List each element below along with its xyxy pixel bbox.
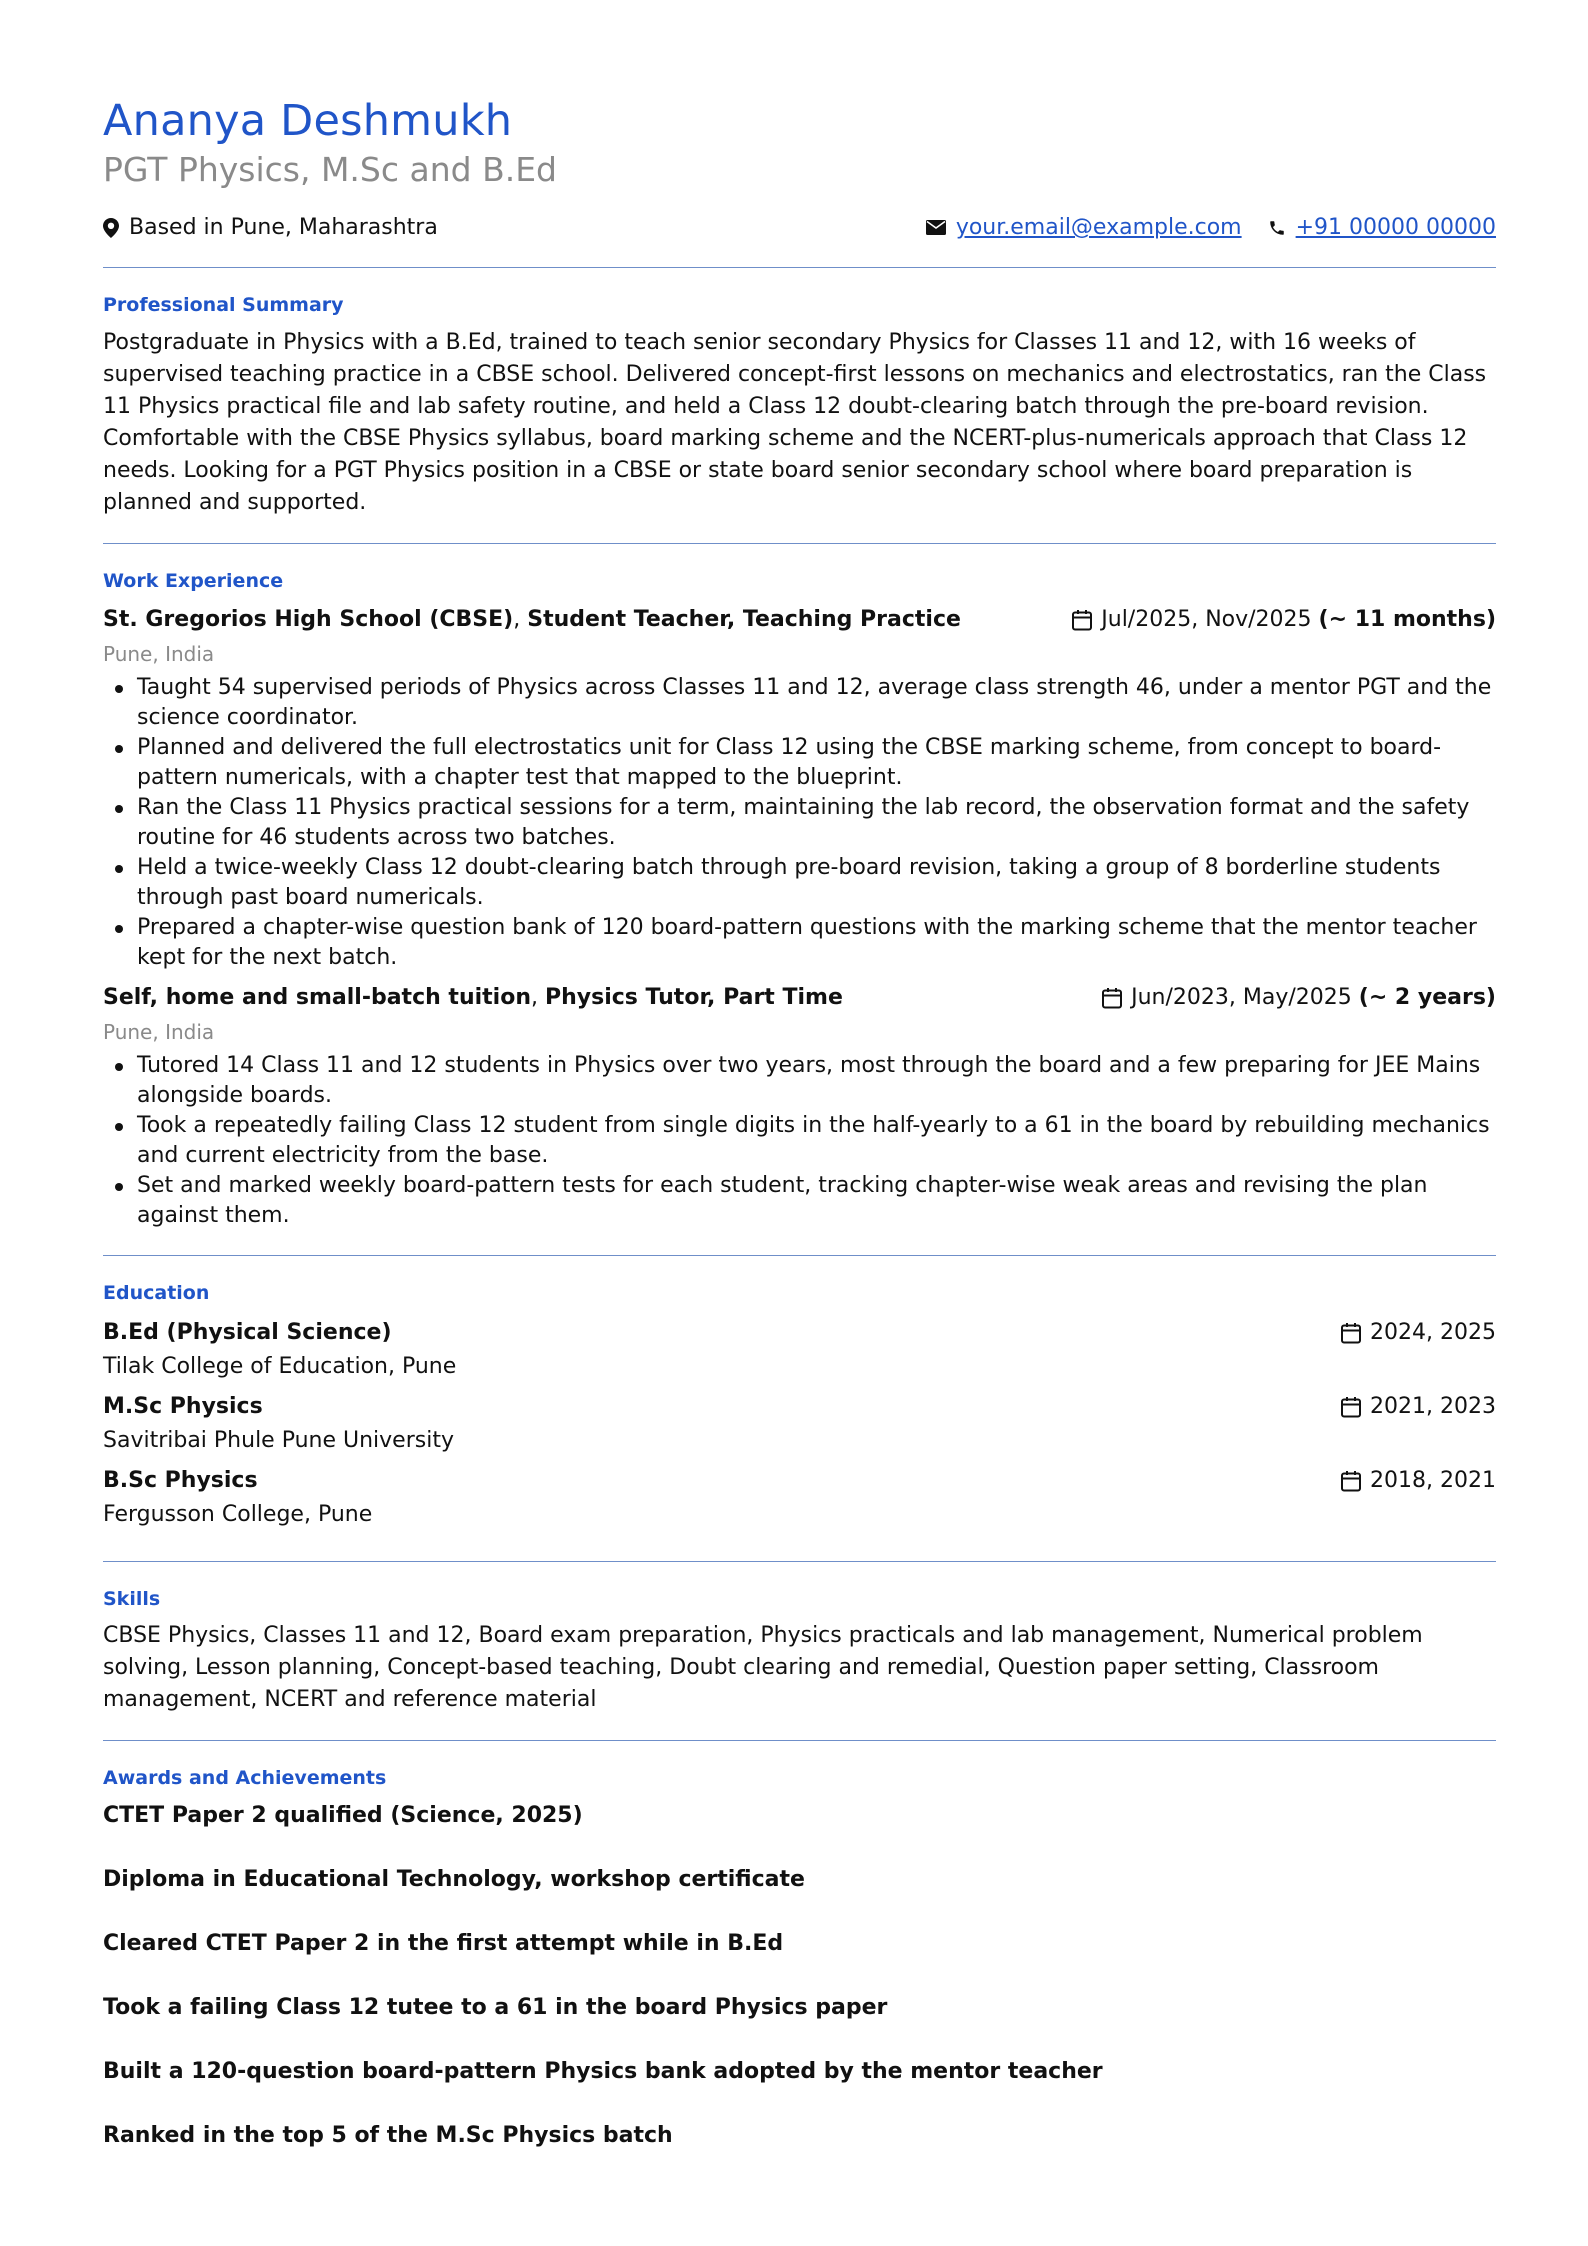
award-item: CTET Paper 2 qualified (Science, 2025) <box>103 1803 583 1829</box>
job-duration: (~ 11 months) <box>1318 606 1496 632</box>
section-heading: Skills <box>103 1587 161 1610</box>
job-title-line <box>103 603 961 637</box>
job-date-range: Jun/2023, May/2025 <box>1131 984 1352 1010</box>
awards-section <box>103 1741 1496 2208</box>
list-item: Took a repeatedly failing Class 12 student from single digits in the half-yearly to a 61 in the board by rebuilding mechanics and current electricity from the base. <box>103 1111 1496 1171</box>
calendar-icon <box>1340 1322 1362 1344</box>
calendar-icon <box>1340 1470 1362 1492</box>
edu-degree: B.Sc Physics <box>103 1467 258 1493</box>
location-text: Based in Pune, Maharashtra <box>129 215 438 241</box>
experience-section <box>103 544 1496 1255</box>
edu-dates <box>1340 1389 1496 1425</box>
edu-date-text: 2024, 2025 <box>1370 1319 1496 1345</box>
job-location: Pune, India <box>103 641 215 666</box>
calendar-icon <box>1071 609 1093 631</box>
job-bullets <box>103 673 1496 973</box>
job-role: Student Teacher, Teaching Practice <box>527 606 961 632</box>
edu-dates <box>1340 1463 1496 1499</box>
education-entry <box>103 1389 1496 1457</box>
list-item: Taught 54 supervised periods of Physics across Classes 11 and 12, average class strength 46, under a mentor PGT and the science coordinator. <box>103 673 1496 733</box>
email-item[interactable] <box>926 215 1242 240</box>
list-item: Ran the Class 11 Physics practical sessions for a term, maintaining the lab record, the observation format and the safety routine for 46 students across two batches. <box>103 793 1496 853</box>
summary-text: Postgraduate in Physics with a B.Ed, trained to teach senior secondary Physics for Classes 11 and 12, with 16 weeks of supervised teaching practice in a CBSE school. Delivered concept-first lessons on mechanics and electrostatics, ran the Class 11 Physics practical file and lab safety routine, and held a Class 12 doubt-clearing batch through the pre-board revision. Comfortable with the CBSE Physics syllabus, board marking scheme and the NCERT-plus-numericals approach that Class 12 needs. Looking for a PGT Physics position in a CBSE or state board senior secondary school where board preparation is planned and supported. <box>103 329 1487 515</box>
education-entry <box>103 1315 1496 1383</box>
edu-degree: M.Sc Physics <box>103 1393 263 1419</box>
list-item: Held a twice-weekly Class 12 doubt-clearing batch through pre-board revision, taking a group of 8 borderline students through past board numericals. <box>103 853 1496 913</box>
calendar-icon <box>1101 987 1123 1009</box>
section-heading: Work Experience <box>103 569 284 592</box>
map-pin-icon <box>103 218 119 238</box>
award-item: Ranked in the top 5 of the M.Sc Physics batch <box>103 2123 673 2149</box>
edu-school: Tilak College of Education, Pune <box>103 1353 457 1379</box>
section-heading: Education <box>103 1281 210 1304</box>
job-dates <box>1101 981 1496 1015</box>
education-entry <box>103 1463 1496 1531</box>
job-bullets <box>103 1051 1496 1231</box>
phone-item[interactable] <box>1268 215 1496 240</box>
edu-date-text: 2021, 2023 <box>1370 1393 1496 1419</box>
resume-page <box>103 96 1496 2208</box>
edu-date-text: 2018, 2021 <box>1370 1467 1496 1493</box>
skills-section <box>103 1562 1496 1741</box>
edu-degree: B.Ed (Physical Science) <box>103 1319 392 1345</box>
job-role: Physics Tutor, Part Time <box>545 984 843 1010</box>
job-dates <box>1071 603 1496 637</box>
education-section <box>103 1256 1496 1561</box>
job-title-line <box>103 981 843 1015</box>
phone-icon <box>1268 219 1286 237</box>
award-item: Took a failing Class 12 tutee to a 61 in the board Physics paper <box>103 1995 888 2021</box>
job-entry <box>103 981 1496 1231</box>
list-item: Tutored 14 Class 11 and 12 students in Physics over two years, most through the board and a few preparing for JEE Mains alongside boards. <box>103 1051 1496 1111</box>
job-entry <box>103 603 1496 973</box>
award-item: Diploma in Educational Technology, workshop certificate <box>103 1867 805 1893</box>
job-org: St. Gregorios High School (CBSE) <box>103 606 514 632</box>
section-heading: Awards and Achievements <box>103 1767 387 1790</box>
list-item: Prepared a chapter-wise question bank of 120 board-pattern questions with the marking scheme that the mentor teacher kept for the next batch. <box>103 913 1496 973</box>
job-separator: , <box>531 984 545 1010</box>
edu-school: Savitribai Phule Pune University <box>103 1427 454 1453</box>
job-date-range: Jul/2025, Nov/2025 <box>1101 606 1312 632</box>
calendar-icon <box>1340 1396 1362 1418</box>
section-heading: Professional Summary <box>103 294 344 317</box>
email-link[interactable]: your.email@example.com <box>955 215 1242 241</box>
skills-text: CBSE Physics, Classes 11 and 12, Board exam preparation, Physics practicals and lab management, Numerical problem solving, Lesson planning, Concept-based teaching, Doubt clearing and remedial, Question paper setting, Classroom management, NCERT and reference material <box>103 1623 1423 1713</box>
list-item: Planned and delivered the full electrostatics unit for Class 12 using the CBSE marking scheme, from concept to board-pattern numericals, with a chapter test that mapped to the blueprint. <box>103 733 1496 793</box>
job-duration: (~ 2 years) <box>1358 984 1496 1010</box>
job-org: Self, home and small-batch tuition <box>103 984 531 1010</box>
job-separator: , <box>513 606 528 632</box>
location-item <box>103 215 438 240</box>
award-item: Cleared CTET Paper 2 in the first attempt while in B.Ed <box>103 1931 784 1957</box>
summary-section <box>103 268 1496 543</box>
edu-school: Fergusson College, Pune <box>103 1501 373 1527</box>
contact-row <box>103 215 1496 240</box>
subtitle: PGT Physics, M.Sc and B.Ed <box>103 149 558 189</box>
award-item: Built a 120-question board-pattern Physics bank adopted by the mentor teacher <box>103 2059 1103 2085</box>
list-item: Set and marked weekly board-pattern tests for each student, tracking chapter-wise weak areas and revising the plan against them. <box>103 1171 1496 1231</box>
page-title: Ananya Deshmukh <box>103 96 513 146</box>
phone-link[interactable]: +91 00000 00000 <box>1295 215 1496 241</box>
envelope-icon <box>926 220 946 235</box>
job-location: Pune, India <box>103 1019 215 1044</box>
edu-dates <box>1340 1315 1496 1351</box>
